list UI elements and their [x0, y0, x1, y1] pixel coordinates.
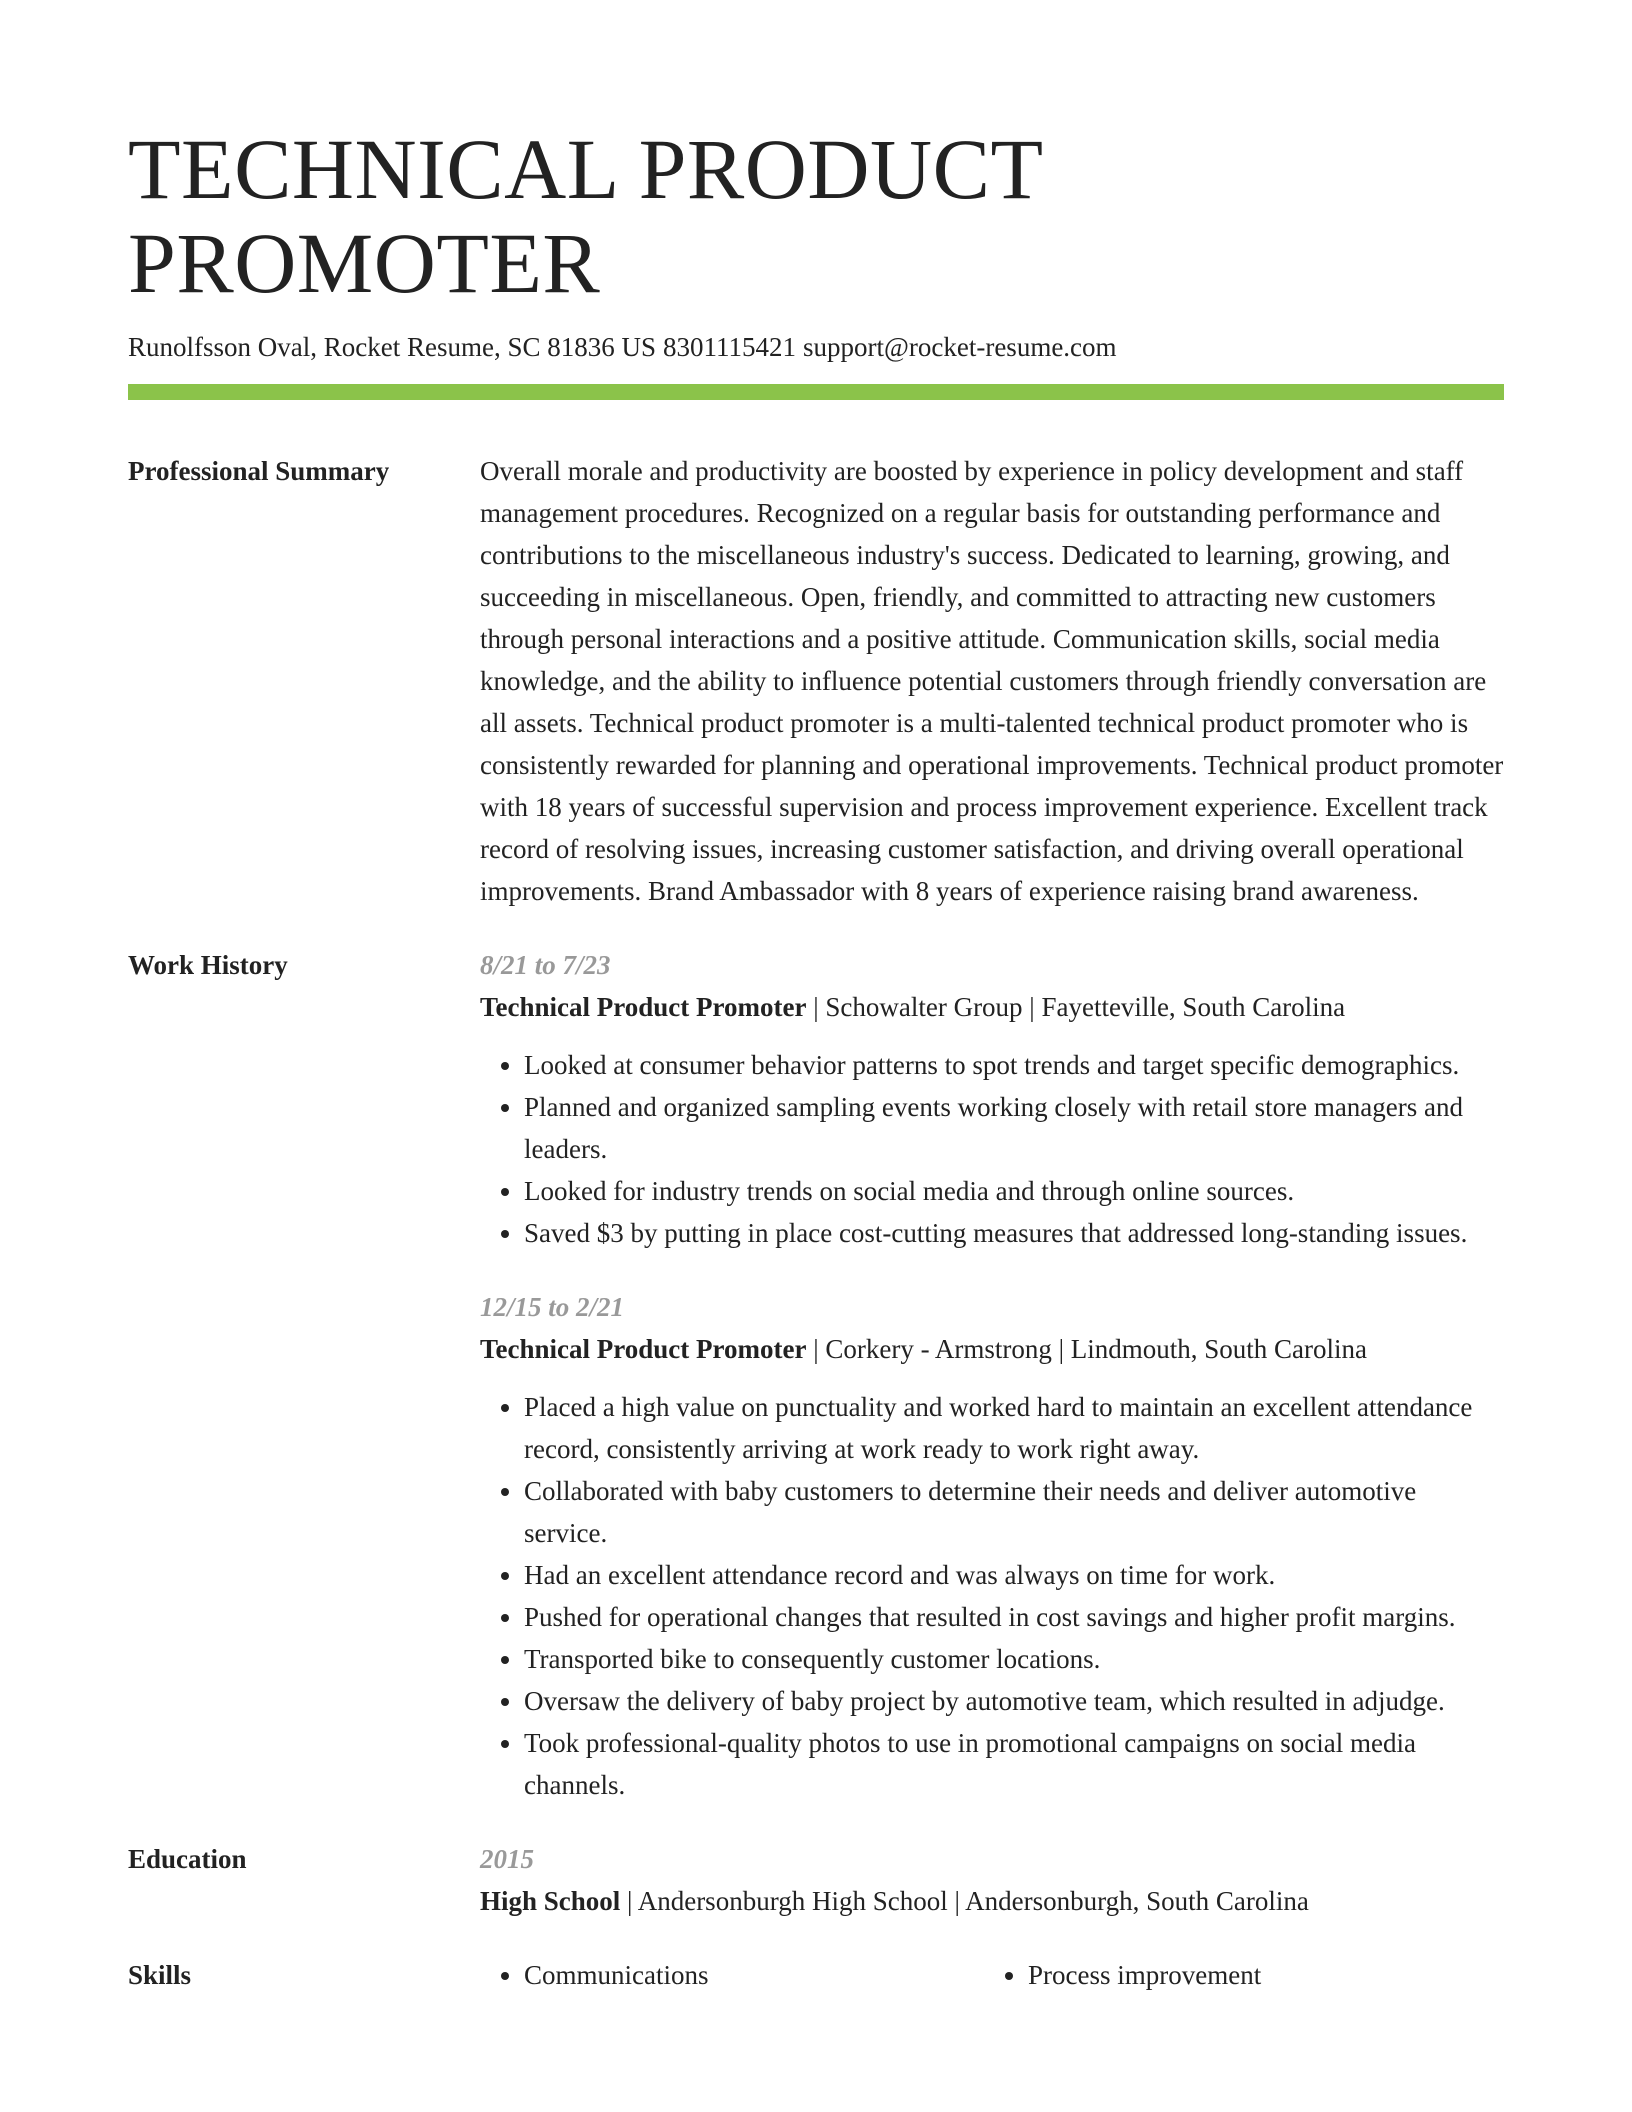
- job-bullet: • Collaborated with baby customers to determine their needs and deliver automotive service.: [524, 1470, 1504, 1554]
- education-year: 2015: [480, 1844, 534, 1874]
- job-bullets: [480, 1044, 1504, 1254]
- job-bullet: • Transported bike to consequently customer locations.: [524, 1638, 1504, 1680]
- job-heading: [480, 986, 1504, 1028]
- job-bullet: • Looked at consumer behavior patterns to spot trends and target specific demographics.: [524, 1044, 1504, 1086]
- job-bullet: • Placed a high value on punctuality and worked hard to maintain an excellent attendance record, consistently arriving at work ready to work right away.: [524, 1386, 1504, 1470]
- job-dates: 8/21 to 7/23: [480, 950, 611, 980]
- job-company-location: | Schowalter Group | Fayetteville, South Carolina: [806, 992, 1346, 1022]
- education-body: [480, 1838, 1504, 1922]
- job-bullet: • Pushed for operational changes that resulted in cost savings and higher profit margins.: [524, 1596, 1504, 1638]
- resume-title: TECHNICAL PRODUCT PROMOTER: [128, 121, 1042, 311]
- summary-text: Overall morale and productivity are boosted by experience in policy development and staff management procedures. Recognized on a regular basis for outstanding performance and contributions to the miscellaneous industry's success. Dedicated to learning, growing, and succeeding in miscellaneous. Open, friendly, and committed to attracting new customers through personal interactions and a positive attitude. Communication skills, social media knowledge, and the ability to influence potential customers through friendly conversation are all assets. Technical product promoter is a multi-talented technical product promoter who is consistently rewarded for planning and operational improvements. Technical product promoter with 18 years of successful supervision and process improvement experience. Excellent track record of resolving issues, increasing customer satisfaction, and driving overall operational improvements. Brand Ambassador with 8 years of experience raising brand awareness.: [480, 456, 1504, 906]
- job-heading: [480, 1328, 1504, 1370]
- skills-section: [128, 1954, 1504, 1996]
- education-degree: High School: [480, 1886, 621, 1916]
- job-company-location: | Corkery - Armstrong | Lindmouth, South Carolina: [806, 1334, 1367, 1364]
- section-label-skills: Skills: [128, 1960, 192, 1990]
- skill-item: • Process improvement: [1028, 1954, 1488, 1996]
- contact-address: Runolfsson Oval, Rocket Resume, SC 81836 US: [128, 332, 657, 362]
- job-entry: [480, 1286, 1504, 1806]
- education-school-location: | Andersonburgh High School | Andersonburgh, South Carolina: [620, 1886, 1309, 1916]
- education-heading: [480, 1880, 1504, 1922]
- education-section: [128, 1838, 1504, 1922]
- job-title: Technical Product Promoter: [480, 992, 807, 1022]
- job-dates: 12/15 to 2/21: [480, 1292, 625, 1322]
- job-bullet: • Planned and organized sampling events working closely with retail store managers and leaders.: [524, 1086, 1504, 1170]
- job-bullet: • Oversaw the delivery of baby project by automotive team, which resulted in adjudge.: [524, 1680, 1504, 1722]
- work-history-section: [128, 944, 1504, 1806]
- skills-body: [480, 1954, 1504, 1996]
- summary-section: [128, 450, 1504, 912]
- header-divider: [128, 384, 1504, 400]
- resume-page: [128, 0, 1504, 1996]
- job-bullet: • Had an excellent attendance record and was always on time for work.: [524, 1554, 1504, 1596]
- skill-item: • Communications: [524, 1954, 984, 1996]
- section-label-summary: Professional Summary: [128, 456, 390, 486]
- section-label-work-history: Work History: [128, 950, 288, 980]
- work-history-body: [480, 944, 1504, 1806]
- contact-email: support@rocket-resume.com: [803, 332, 1117, 362]
- skills-column-right: [984, 1954, 1488, 1996]
- job-title: Technical Product Promoter: [480, 1334, 807, 1364]
- contact-line: [128, 330, 1504, 364]
- job-bullet: • Looked for industry trends on social media and through online sources.: [524, 1170, 1504, 1212]
- job-bullet: • Saved $3 by putting in place cost-cutting measures that addressed long-standing issues.: [524, 1212, 1504, 1254]
- summary-body: [480, 450, 1504, 912]
- job-bullets: [480, 1386, 1504, 1806]
- contact-phone: 8301115421: [663, 332, 797, 362]
- skills-column-left: [480, 1954, 984, 1996]
- section-label-education: Education: [128, 1844, 247, 1874]
- job-bullet: • Took professional-quality photos to use in promotional campaigns on social media channels.: [524, 1722, 1504, 1806]
- job-entry: [480, 944, 1504, 1254]
